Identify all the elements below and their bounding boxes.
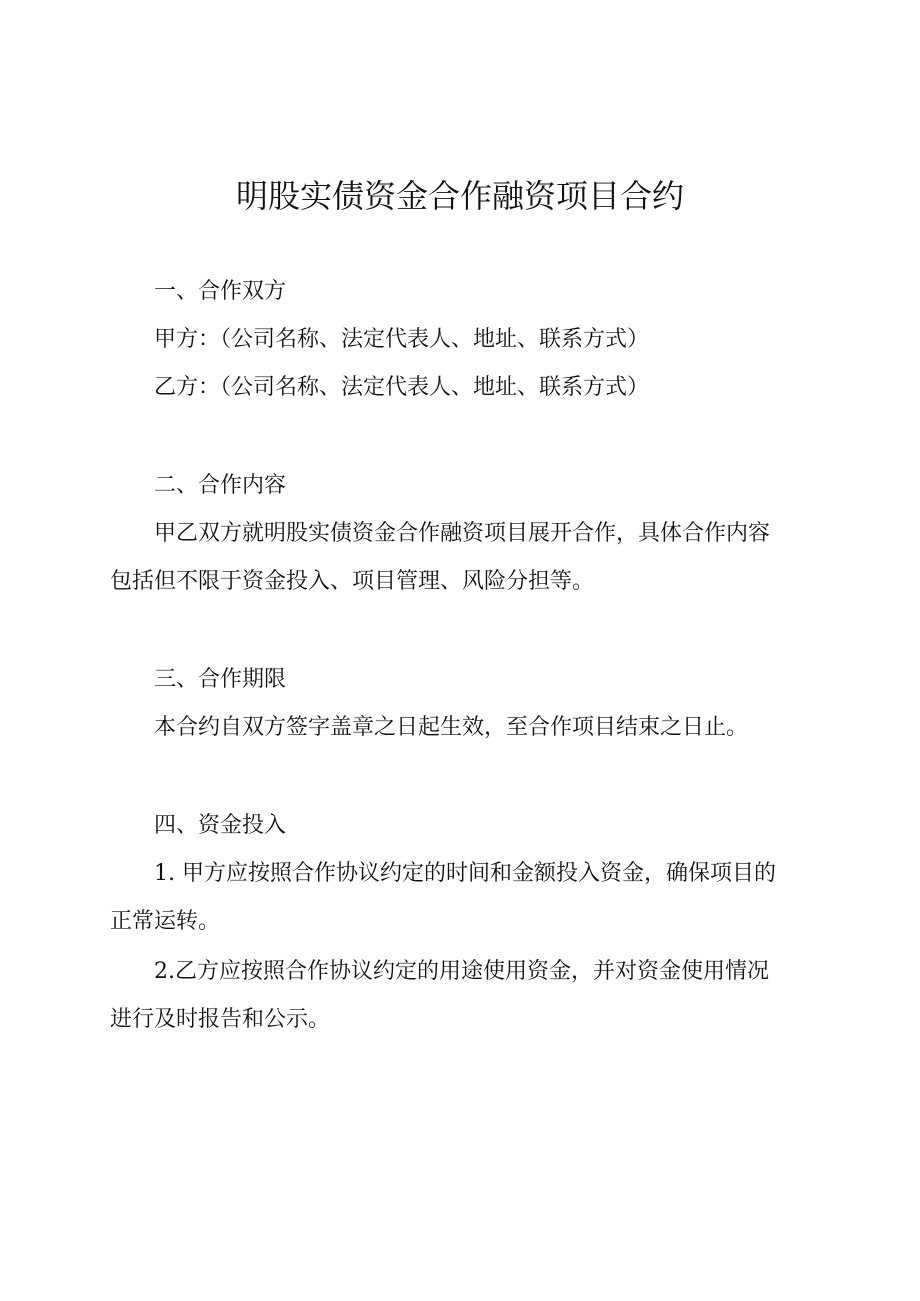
section-heading-parties: 一、合作双方 xyxy=(154,279,287,304)
section-heading-funding: 四、资金投入 xyxy=(154,813,287,838)
funding-item-2-line-1: 2.乙方应按照合作协议约定的用途使用资金，并对资金使用情况 xyxy=(154,959,769,984)
funding-item-2-line-2: 进行及时报告和公示。 xyxy=(110,1007,331,1032)
party-b-line: 乙方：（公司名称、法定代表人、地址、联系方式） xyxy=(154,375,650,400)
document-title: 明股实债资金合作融资项目合约 xyxy=(235,177,684,215)
section-heading-term: 三、合作期限 xyxy=(154,667,287,692)
content-paragraph-line-1: 甲乙双方就明股实债资金合作融资项目展开合作，具体合作内容 xyxy=(154,521,771,546)
section-heading-content: 二、合作内容 xyxy=(154,473,287,498)
term-paragraph-line-1: 本合约自双方签字盖章之日起生效，至合作项目结束之日止。 xyxy=(154,715,749,740)
funding-item-1-line-2: 正常运转。 xyxy=(110,909,221,934)
party-a-line: 甲方：（公司名称、法定代表人、地址、联系方式） xyxy=(154,327,650,352)
content-paragraph-line-2: 包括但不限于资金投入、项目管理、风险分担等。 xyxy=(110,569,595,594)
funding-item-1-line-1: 1. 甲方应按照合作协议约定的时间和金额投入资金，确保项目的 xyxy=(154,861,776,886)
